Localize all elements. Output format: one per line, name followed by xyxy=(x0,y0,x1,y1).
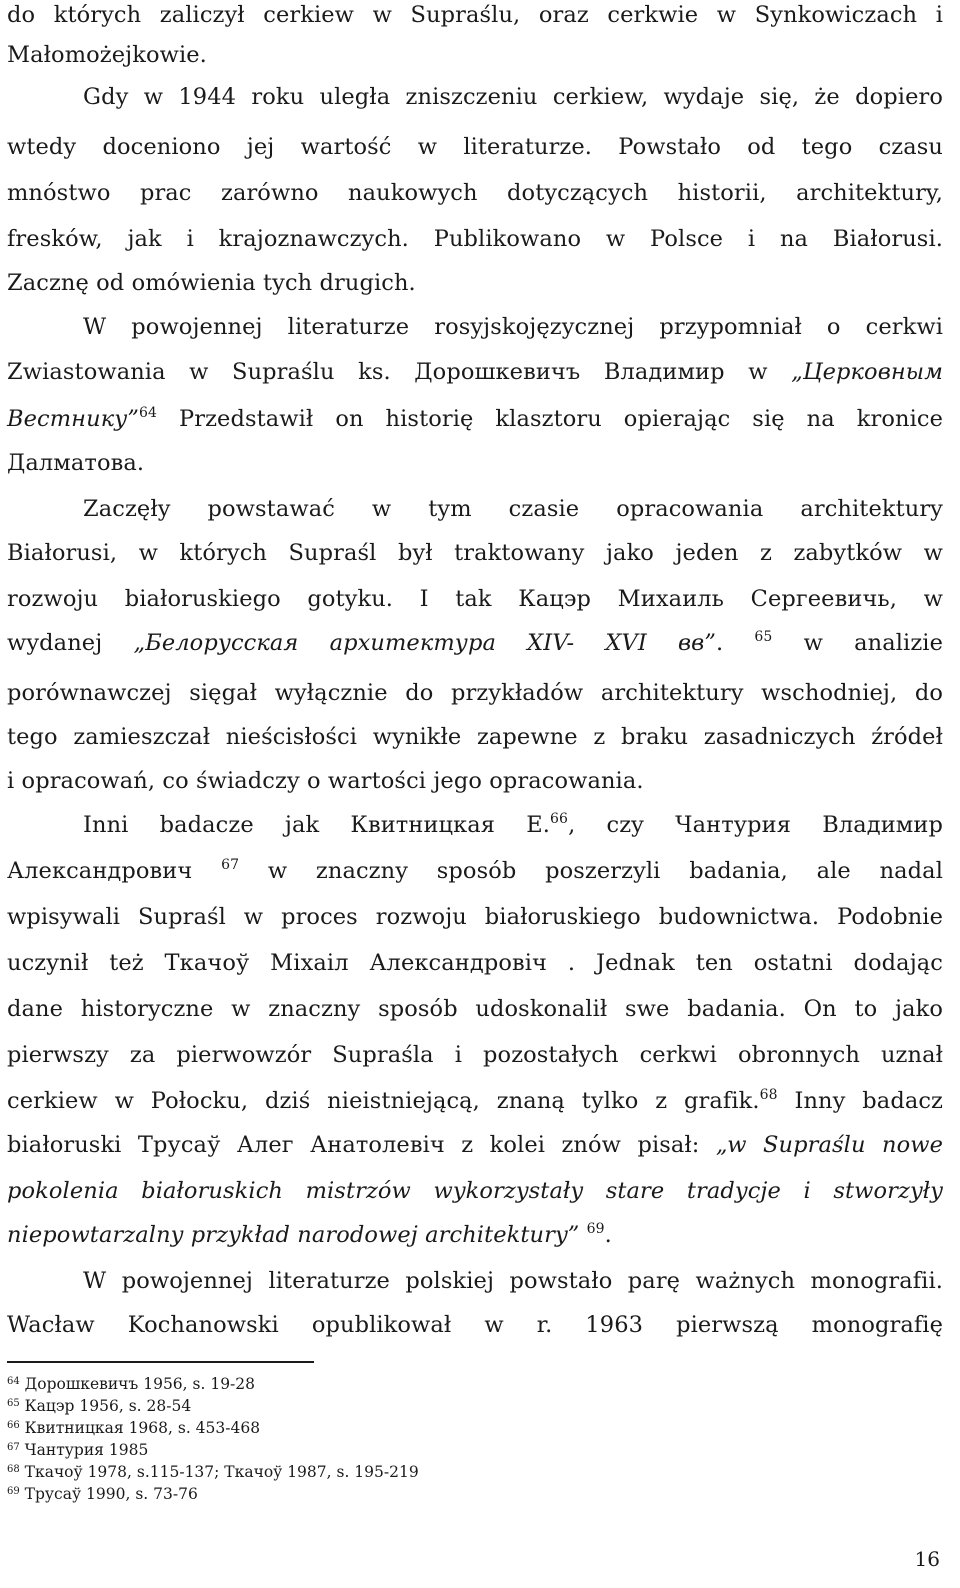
footnote-reference: 68 xyxy=(759,1087,778,1103)
text-segment: Zwiastowania w Supraślu ks. Дорошкевичъ Владимир w xyxy=(7,359,792,385)
text-line xyxy=(7,678,943,708)
italic-text: „w Supraślu nowe xyxy=(715,1132,943,1158)
text-segment: . xyxy=(716,630,755,656)
text-segment: do których zaliczył cerkiew w Supraślu, oraz cerkwie w Synkowiczach i xyxy=(7,2,943,28)
text-line xyxy=(7,948,943,978)
italic-text: pokolenia białoruskich mistrzów wykorzystały stare tradycje i stworzyły xyxy=(7,1178,943,1204)
footnote-text: Кацэр 1956, s. 28-54 xyxy=(24,1397,192,1415)
footnote-number: 69 xyxy=(7,1486,20,1497)
text-line xyxy=(7,1220,943,1250)
footnote xyxy=(7,1440,148,1460)
text-segment: wpisywali Supraśl w proces rozwoju białoruskiego budownictwa. Podobnie xyxy=(7,904,943,930)
text-segment: Далматова. xyxy=(7,450,145,476)
footnote-number: 65 xyxy=(7,1398,20,1409)
text-line xyxy=(7,722,943,752)
text-segment: Wacław Kochanowski opublikował w r. 1963 pierwszą monografię xyxy=(7,1312,943,1338)
text-segment: wtedy doceniono jej wartość w literaturze. Powstało od tego czasu xyxy=(7,134,943,160)
text-segment: dane historyczne w znaczny sposób udoskonalił swe badania. On to jako xyxy=(7,996,943,1022)
text-segment: Przedstawił on historię klasztoru opierając się na kronice xyxy=(157,406,943,432)
text-line xyxy=(83,810,943,840)
text-line xyxy=(83,312,943,342)
text-segment: pierwszy za pierwowzór Supraśla i pozostałych cerkwi obronnych uznał xyxy=(7,1042,943,1068)
text-line xyxy=(7,357,943,387)
text-line xyxy=(7,178,943,208)
text-line xyxy=(7,0,943,30)
footnote-text: Трусаў 1990, s. 73-76 xyxy=(24,1485,198,1503)
footnote xyxy=(7,1374,255,1394)
text-segment: wydanej xyxy=(7,630,134,656)
footnote-reference: 69 xyxy=(586,1221,605,1237)
footnote xyxy=(7,1462,419,1482)
footnote-text: Ткачоў 1978, s.115-137; Ткачоў 1987, s. 195-219 xyxy=(24,1463,419,1481)
text-segment: Inni badacze jak Квитницкая Е. xyxy=(83,812,551,838)
text-segment: Małomożejkowie. xyxy=(7,42,207,68)
text-segment xyxy=(579,1222,586,1248)
text-line xyxy=(83,1266,943,1296)
text-line xyxy=(7,40,943,70)
footnote xyxy=(7,1484,198,1504)
text-line xyxy=(7,268,943,298)
footnote-reference: 67 xyxy=(221,857,240,873)
footnote-text: Квитницкая 1968, s. 453-468 xyxy=(24,1419,261,1437)
footnote xyxy=(7,1418,260,1438)
italic-text: niepowtarzalny przykład narodowej architektury” xyxy=(7,1222,580,1248)
text-line xyxy=(7,1176,943,1206)
text-line xyxy=(7,584,943,614)
text-segment: W powojennej literaturze polskiej powstało parę ważnych monografii. xyxy=(83,1268,943,1294)
text-line xyxy=(7,1310,943,1340)
footnote-number: 68 xyxy=(7,1464,20,1475)
footnote-separator xyxy=(7,1361,314,1363)
text-segment: uczynił też Ткачоў Міхаіл Александровіч . Jednak ten ostatni dodając xyxy=(7,950,943,976)
footnote-text: Чантурия 1985 xyxy=(24,1441,149,1459)
text-line xyxy=(7,404,943,434)
footnote-number: 64 xyxy=(7,1376,20,1387)
text-line xyxy=(7,856,943,886)
footnote-reference: 66 xyxy=(550,811,569,827)
text-line xyxy=(7,766,943,796)
text-line xyxy=(83,82,943,112)
text-segment: w znaczny sposób poszerzyli badania, ale nadal xyxy=(239,858,943,884)
text-segment: fresków, jak i krajoznawczych. Publikowano w Polsce i na Białorusi. xyxy=(7,226,943,252)
text-segment: mnóstwo prac zarówno naukowych dotyczących historii, architektury, xyxy=(7,180,943,206)
text-line xyxy=(7,994,943,1024)
text-line xyxy=(83,494,943,524)
footnote-text: Дорошкевичъ 1956, s. 19-28 xyxy=(24,1375,256,1393)
text-segment: , czy Чантурия Владимир xyxy=(568,812,943,838)
text-line xyxy=(7,448,943,478)
italic-text: „Белорусская архитектура XIV- XVI вв” xyxy=(133,630,716,656)
text-segment: cerkiew w Połocku, dziś nieistniejącą, znaną tylko z grafik. xyxy=(7,1088,760,1114)
text-segment: i opracowań, co świadczy o wartości jego opracowania. xyxy=(7,768,644,794)
text-line xyxy=(7,1040,943,1070)
text-segment: W powojennej literaturze rosyjskojęzycznej przypomniał o cerkwi xyxy=(83,314,943,340)
italic-text: „Церковным xyxy=(791,359,943,385)
page-number: 16 xyxy=(914,1547,940,1571)
text-segment: Zaczęły powstawać w tym czasie opracowania architektury xyxy=(83,496,943,522)
footnote xyxy=(7,1396,191,1416)
text-segment: Zacznę od omówienia tych drugich. xyxy=(7,270,416,296)
footnote-number: 67 xyxy=(7,1442,20,1453)
text-segment: Александрович xyxy=(7,858,222,884)
text-line xyxy=(7,628,943,658)
footnote-reference: 65 xyxy=(754,629,773,645)
text-segment: w analizie xyxy=(772,630,943,656)
italic-text: Вестнику” xyxy=(7,406,139,432)
text-segment: Białorusi, w których Supraśl był traktowany jako jeden z zabytków w xyxy=(7,540,943,566)
text-segment: Inny badacz xyxy=(777,1088,943,1114)
text-line xyxy=(7,1130,943,1160)
text-line xyxy=(7,902,943,932)
text-line xyxy=(7,224,943,254)
text-line xyxy=(7,538,943,568)
text-line xyxy=(7,1086,943,1116)
footnote-reference: 64 xyxy=(139,405,158,421)
text-segment: porównawczej sięgał wyłącznie do przykładów architektury wschodniej, do xyxy=(7,680,943,706)
footnote-number: 66 xyxy=(7,1420,20,1431)
text-segment: tego zamieszczał nieścisłości wynikłe zapewne z braku zasadniczych źródeł xyxy=(7,724,943,750)
text-segment: rozwoju białoruskiego gotyku. I tak Кацэр Михаиль Сергеевичь, w xyxy=(7,586,943,612)
text-segment: białoruski Трусаў Алег Анатолевіч z kolei znów pisał: xyxy=(7,1132,716,1158)
text-line xyxy=(7,132,943,162)
text-segment: . xyxy=(604,1222,612,1248)
text-segment: Gdy w 1944 roku uległa zniszczeniu cerkiew, wydaje się, że dopiero xyxy=(83,84,943,110)
